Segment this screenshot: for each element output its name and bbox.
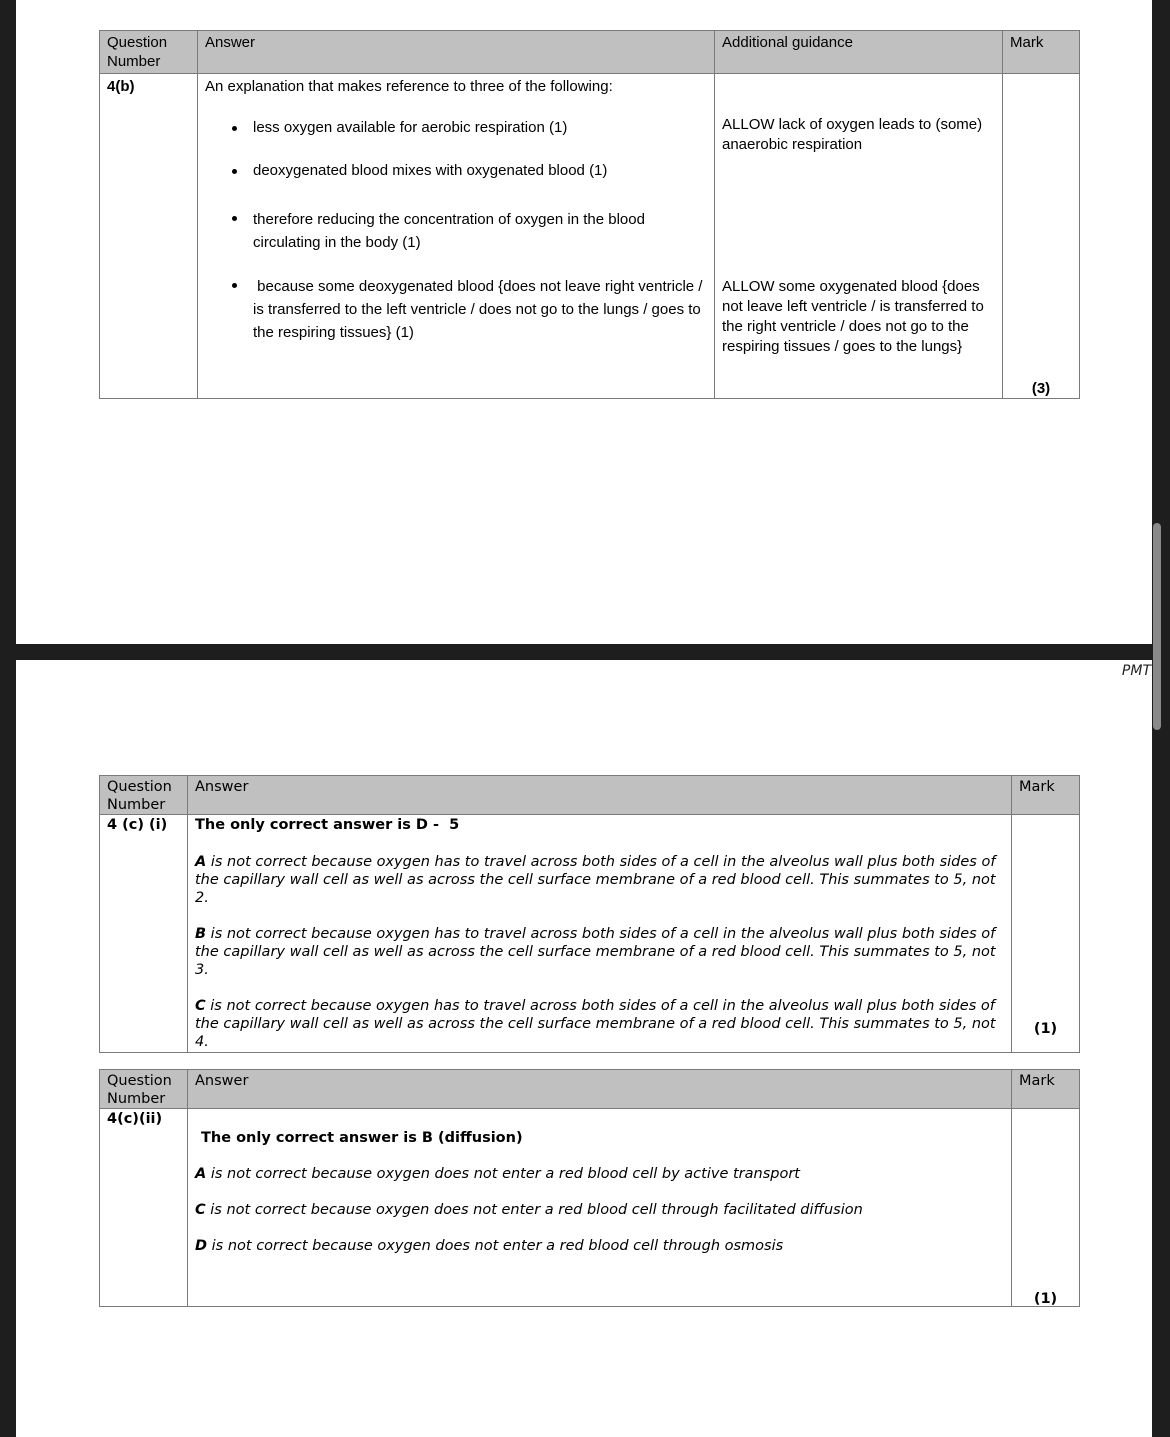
- guidance-note: ALLOW lack of oxygen leads to (some) anaerobic respiration: [722, 116, 983, 153]
- mark-value: (1): [1033, 1021, 1058, 1037]
- explanation-b: B is not correct because oxygen has to travel across both sides of a cell in the alveolus wall plus both sides of the capillary wall cell as well as across the cell surface membrane of a red blood cell. This summates to 5, not 3.: [195, 926, 996, 978]
- mark-value: (3): [1031, 380, 1051, 397]
- answer-bullet: therefore reducing the concentration of oxygen in the blood circulating in the body (1): [205, 208, 697, 254]
- header-mark: Mark: [1012, 1070, 1080, 1109]
- answer-cell: [198, 74, 715, 399]
- header-question-number: Question Number: [100, 31, 198, 74]
- mark-scheme-table-4b: [99, 30, 1080, 399]
- scrollbar-thumb[interactable]: [1153, 523, 1161, 730]
- mark-cell: [1003, 74, 1080, 399]
- correct-answer: The only correct answer is D - 5: [195, 817, 460, 833]
- explanation-c: C is not correct because oxygen has to travel across both sides of a cell in the alveolus wall plus both sides of the capillary wall cell as well as across the cell surface membrane of a red blood cell. This summates to 5, not 4.: [195, 998, 996, 1050]
- header-question-number: Question Number: [100, 1070, 188, 1109]
- answer-cell: [188, 1109, 1012, 1307]
- answer-cell: [188, 815, 1012, 1053]
- header-answer: Answer: [188, 776, 1012, 815]
- correct-answer: The only correct answer is B (diffusion): [201, 1130, 523, 1146]
- mark-value: (1): [1033, 1291, 1058, 1307]
- guidance-cell: [715, 74, 1003, 399]
- question-number: 4 (c) (i): [100, 815, 188, 1053]
- header-answer: Answer: [188, 1070, 1012, 1109]
- header-additional-guidance: Additional guidance: [715, 31, 1003, 74]
- mark-cell: [1012, 1109, 1080, 1307]
- answer-bullet: deoxygenated blood mixes with oxygenated blood (1): [205, 161, 707, 181]
- answer-bullet: less oxygen available for aerobic respiration (1): [205, 118, 707, 138]
- question-number: 4(c)(ii): [100, 1109, 188, 1307]
- mark-scheme-table-4ci: [99, 775, 1080, 1053]
- answer-bullet: because some deoxygenated blood {does not leave right ventricle / is transferred to the left ventricle / does not go to the lungs / goes to the respiring tissues} (1): [205, 275, 707, 344]
- header-mark: Mark: [1012, 776, 1080, 815]
- header-answer: Answer: [198, 31, 715, 74]
- guidance-note: ALLOW some oxygenated blood {does not leave left ventricle / is transferred to the right ventricle / does not go to the respiring tissues / goes to the lungs}: [722, 278, 984, 355]
- answer-intro: An explanation that makes reference to three of the following:: [205, 78, 613, 95]
- mark-scheme-table-4cii: [99, 1069, 1080, 1307]
- pmt-header: PMT: [1121, 663, 1151, 679]
- header-question-number: Question Number: [100, 776, 188, 815]
- explanation-a: A is not correct because oxygen does not enter a red blood cell by active transport: [195, 1166, 800, 1182]
- explanation-a: A is not correct because oxygen has to travel across both sides of a cell in the alveolus wall plus both sides of the capillary wall cell as well as across the cell surface membrane of a red blood cell. This summates to 5, not 2.: [195, 854, 996, 906]
- header-mark: Mark: [1003, 31, 1080, 74]
- question-number: 4(b): [100, 74, 198, 399]
- mark-cell: [1012, 815, 1080, 1053]
- explanation-c: C is not correct because oxygen does not enter a red blood cell through facilitated diffusion: [195, 1202, 863, 1218]
- explanation-d: D is not correct because oxygen does not enter a red blood cell through osmosis: [195, 1238, 784, 1254]
